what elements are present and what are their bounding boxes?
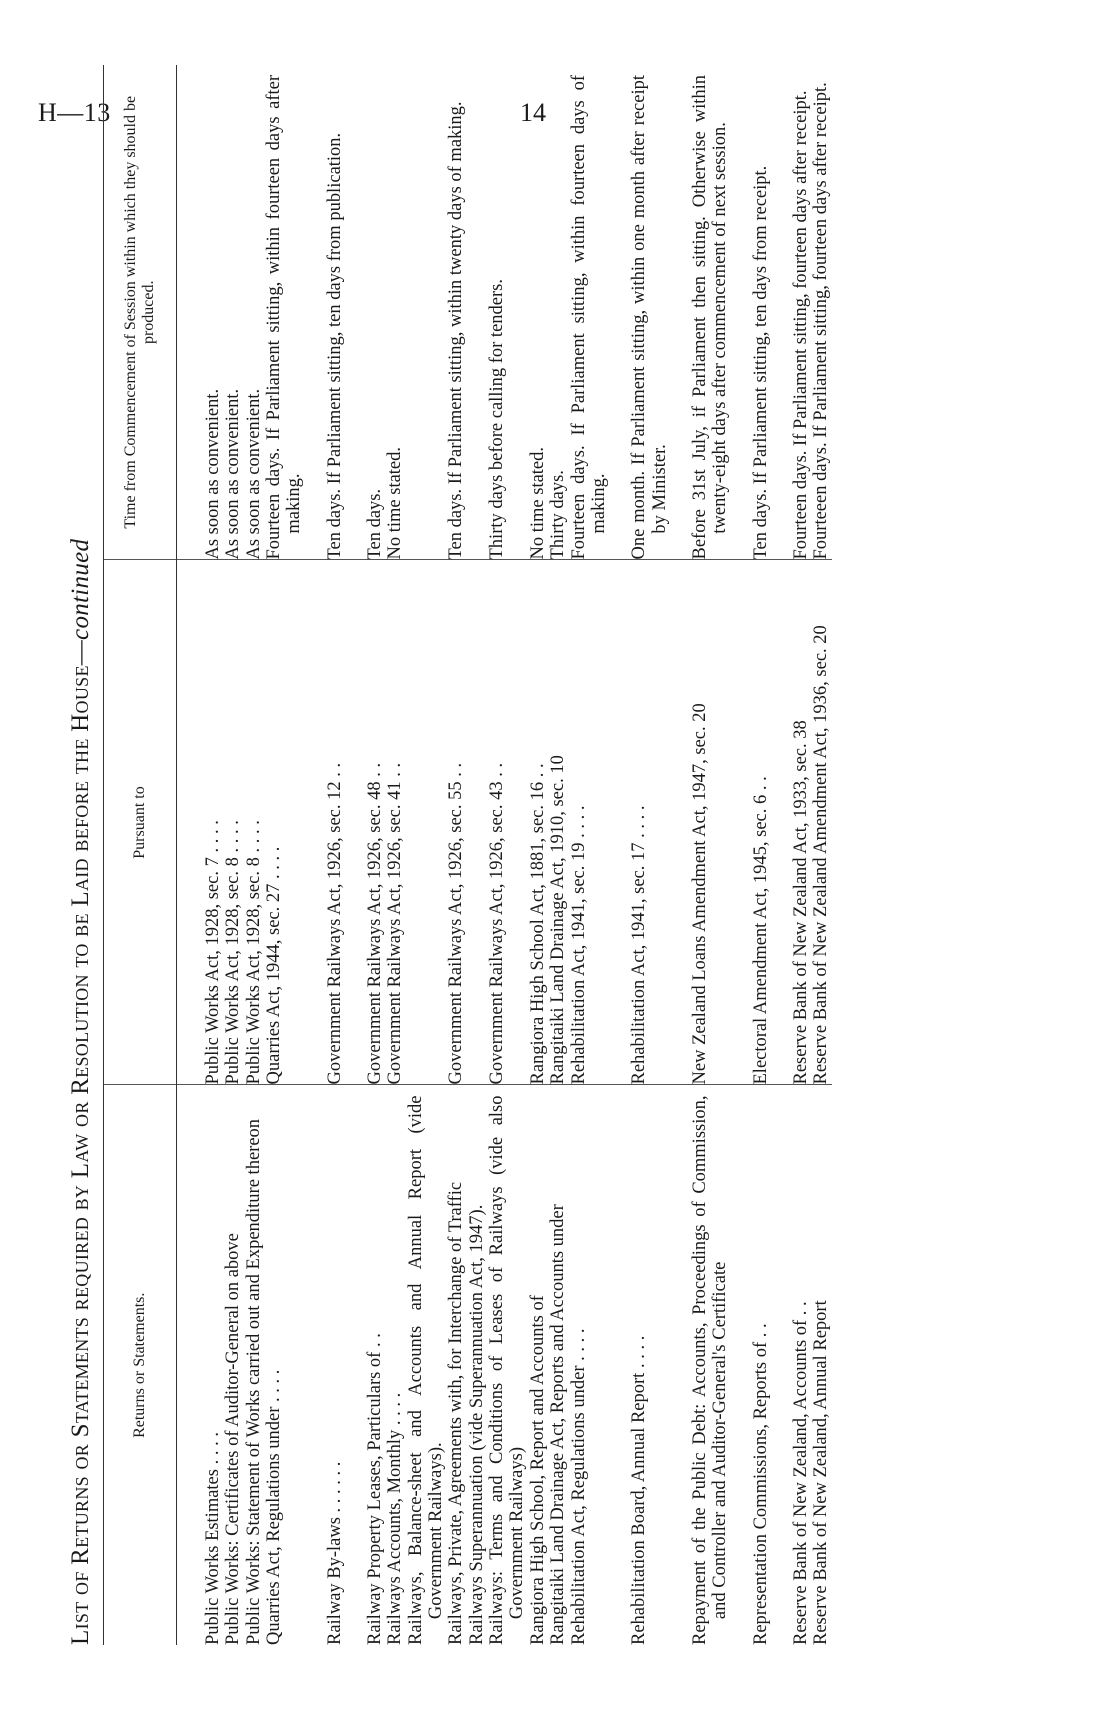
- cell-returns: Rehabilitation Board, Annual Report . . . .: [629, 1335, 650, 1645]
- table-row: [264, 65, 305, 1645]
- cell-time: No time stated.: [385, 65, 405, 560]
- cell-time: Fourteen days. If Parliament sitting, fourteen days after receipt.: [771, 65, 811, 560]
- cell-pursuant: Quarries Act, 1944, sec. 27 . . . .: [264, 560, 305, 1085]
- table-title-continued: continued: [67, 538, 94, 640]
- cell-pursuant: Government Railways Act, 1926, sec. 43 . .: [487, 560, 528, 1085]
- cell-returns: Railway By-laws . . . . . .: [324, 1461, 345, 1645]
- cell-pursuant: Government Railways Act, 1926, sec. 48 . .: [345, 560, 385, 1085]
- cell-time: As soon as convenient.: [177, 65, 224, 560]
- cell-returns: Railways, Private, Agreements with, for Interchange of Traffic: [446, 1181, 467, 1645]
- table-row: [345, 65, 385, 1645]
- cell-pursuant: Rehabilitation Act, 1941, sec. 17 . . . .: [609, 560, 670, 1085]
- column-header-returns: Returns or Statements.: [104, 1085, 177, 1645]
- cell-pursuant: Government Railways Act, 1926, sec. 12 . .: [305, 560, 345, 1085]
- table-row: [487, 65, 528, 1645]
- table-row: [569, 65, 610, 1645]
- cell-returns: Railways, Balance-sheet and Accounts and Annual Report (vide Government Railways).: [405, 1095, 447, 1645]
- cell-returns: Railway Property Leases, Particulars of . .: [365, 1333, 386, 1645]
- table-row: [467, 65, 487, 1645]
- cell-time: [406, 65, 447, 560]
- cell-time: Ten days. If Parliament sitting, ten days from receipt.: [731, 65, 771, 560]
- cell-pursuant: New Zealand Loans Amendment Act, 1947, sec. 20: [670, 560, 731, 1085]
- table-row: [305, 65, 345, 1645]
- cell-returns: Reserve Bank of New Zealand, Annual Report: [811, 1300, 832, 1645]
- cell-returns: Rehabilitation Act, Regulations under . . . .: [568, 1328, 589, 1645]
- cell-pursuant: Reserve Bank of New Zealand Amendment Act, 1936, sec. 20: [811, 560, 831, 1085]
- rotated-table-page: [59, 65, 1029, 1645]
- table-row: [177, 65, 224, 1645]
- table-title-main: List of Returns or Statements required by Law or Resolution to be Laid before the House—: [67, 639, 94, 1645]
- page-number: 14: [520, 98, 546, 127]
- cell-returns: Public Works: Certificates of Auditor-General on above: [223, 1233, 244, 1645]
- table-row: [771, 65, 811, 1645]
- cell-time: Thirty days.: [548, 65, 568, 560]
- cell-returns: Railways Accounts, Monthly . . . .: [385, 1392, 406, 1645]
- cell-returns: Repayment of the Public Debt: Accounts, Proceedings of Commission, and Controller and Auditor-General's Certificate: [689, 1095, 731, 1645]
- cell-time: No time stated.: [528, 65, 548, 560]
- cell-returns: Representation Commissions, Reports of . .: [750, 1323, 771, 1645]
- cell-pursuant: Electoral Amendment Act, 1945, sec. 6 . .: [731, 560, 771, 1085]
- returns-table: [103, 65, 832, 1645]
- table-row: [528, 65, 548, 1645]
- cell-time: Fourteeen days. If Parliament sitting, fourteen days after receipt.: [811, 65, 831, 560]
- page-reference: H—13: [38, 98, 111, 127]
- table-header-row: [104, 65, 177, 1645]
- cell-pursuant: Rangitaiki Land Drainage Act, 1910, sec. 10: [548, 560, 568, 1085]
- cell-pursuant: Reserve Bank of New Zealand Act, 1933, sec. 38: [771, 560, 811, 1085]
- table-row: [406, 65, 447, 1645]
- cell-time: Before 31st July, if Parliament then sitting. Otherwise within twenty-eight days after commencement of next session.: [670, 65, 731, 560]
- table-row: [731, 65, 771, 1645]
- cell-returns: Railways Superannuation (vide Superannuation Act, 1947).: [466, 1204, 487, 1645]
- cell-pursuant: Rangiora High School Act, 1881, sec. 16 . .: [528, 560, 548, 1085]
- table-row: [811, 65, 831, 1645]
- cell-pursuant: Government Railways Act, 1926, sec. 41 . .: [385, 560, 405, 1085]
- cell-time: As soon as convenient.: [244, 65, 264, 560]
- table-row: [385, 65, 405, 1645]
- cell-returns: Public Works Estimates . . . .: [203, 1432, 223, 1645]
- cell-pursuant: [406, 560, 447, 1085]
- cell-pursuant: [467, 560, 487, 1085]
- table-row: [244, 65, 264, 1645]
- cell-returns: Rangitaiki Land Drainage Act, Reports and Accounts under: [548, 1204, 569, 1645]
- table-row: [223, 65, 243, 1645]
- cell-returns: Public Works: Statement of Works carried out and Expenditure thereon: [243, 1118, 264, 1645]
- cell-returns: Quarries Act, Regulations under . . . .: [264, 1369, 285, 1645]
- cell-pursuant: Rehabilitation Act, 1941, sec. 19 . . . .: [569, 560, 610, 1085]
- cell-pursuant: Public Works Act, 1928, sec. 7 . . . .: [177, 560, 224, 1085]
- cell-time: Ten days. If Parliament sitting, ten days from publication.: [305, 65, 345, 560]
- cell-time: Thirty days before calling for tenders.: [487, 65, 528, 560]
- cell-time: [467, 65, 487, 560]
- cell-returns: Reserve Bank of New Zealand, Accounts of . .: [790, 1301, 811, 1645]
- cell-returns: Railways: Terms and Conditions of Leases of Railways (vide also Government Railways): [487, 1095, 528, 1645]
- table-title: [59, 65, 103, 1645]
- table-row: [609, 65, 670, 1645]
- column-header-time: Time from Commencement of Session within which they should be produced.: [104, 65, 177, 560]
- cell-pursuant: Government Railways Act, 1926, sec. 55 . .: [446, 560, 466, 1085]
- cell-time: Ten days. If Parliament sitting, within twenty days of making.: [446, 65, 466, 560]
- cell-time: One month. If Parliament sitting, within one month after receipt by Minister.: [609, 65, 670, 560]
- column-header-pursuant: Pursuant to: [104, 560, 177, 1085]
- table-row: [670, 65, 731, 1645]
- cell-time: Fourteen days. If Parliament sitting, within fourteen days of making.: [569, 65, 610, 560]
- cell-pursuant: Public Works Act, 1928, sec. 8 . . . .: [244, 560, 264, 1085]
- cell-time: Ten days.: [345, 65, 385, 560]
- cell-returns: Rangiora High School, Report and Accounts of: [527, 1295, 548, 1645]
- cell-pursuant: Public Works Act, 1928, sec. 8 . . . .: [223, 560, 243, 1085]
- table-row: [548, 65, 568, 1645]
- cell-time: As soon as convenient.: [223, 65, 243, 560]
- table-row: [446, 65, 466, 1645]
- cell-time: Fourteen days. If Parliament sitting, within fourteen days after making.: [264, 65, 305, 560]
